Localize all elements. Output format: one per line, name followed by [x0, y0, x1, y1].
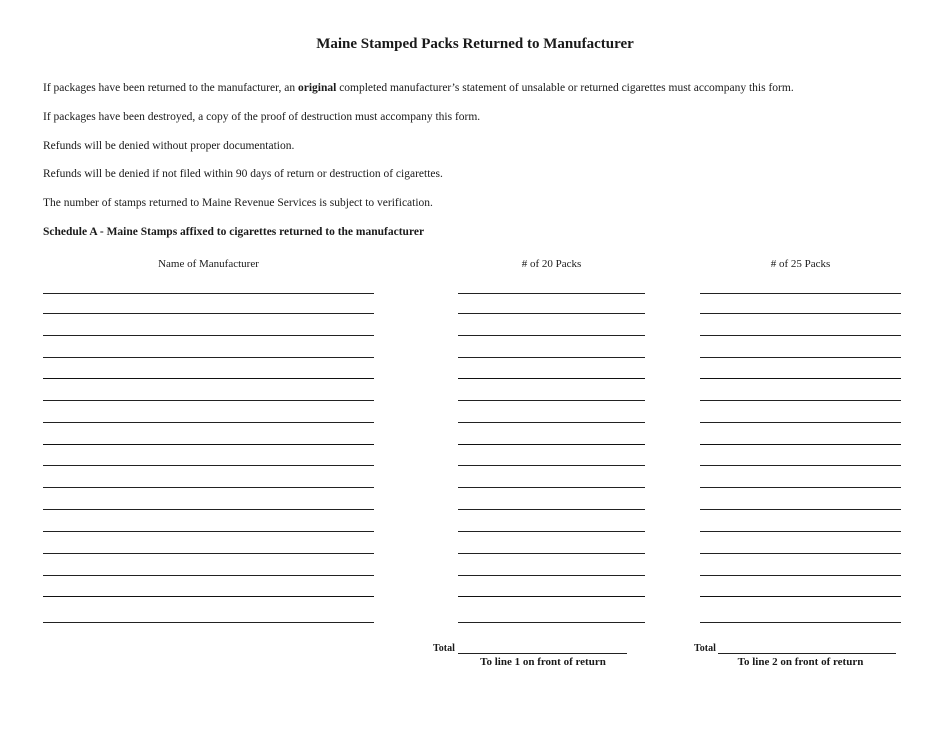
total-20-packs-note: To line 1 on front of return — [480, 656, 606, 668]
packs20-entry-line[interactable] — [458, 357, 645, 358]
packs20-entry-line[interactable] — [458, 487, 645, 488]
manufacturer-entry-line[interactable] — [43, 622, 374, 623]
packs25-entry-line[interactable] — [700, 531, 901, 532]
packs20-entry-line[interactable] — [458, 531, 645, 532]
packs25-entry-line[interactable] — [700, 553, 901, 554]
packs20-entry-line[interactable] — [458, 378, 645, 379]
packs25-entry-line[interactable] — [700, 575, 901, 576]
manufacturer-entry-line[interactable] — [43, 335, 374, 336]
instruction-proof-of-destruction: If packages have been destroyed, a copy of the proof of destruction must accompany this form. — [43, 111, 481, 123]
total-20-packs-label: Total — [433, 643, 455, 654]
total-25-packs-field[interactable] — [718, 653, 896, 654]
manufacturer-entry-line[interactable] — [43, 313, 374, 314]
packs20-entry-line[interactable] — [458, 293, 645, 294]
packs25-entry-line[interactable] — [700, 378, 901, 379]
manufacturer-entry-line[interactable] — [43, 465, 374, 466]
instruction-bold-original: original — [297, 82, 337, 94]
packs20-entry-line[interactable] — [458, 422, 645, 423]
manufacturer-entry-line[interactable] — [43, 378, 374, 379]
total-25-packs-label: Total — [694, 643, 716, 654]
packs25-entry-line[interactable] — [700, 465, 901, 466]
form-title: Maine Stamped Packs Returned to Manufacturer — [316, 36, 634, 52]
packs25-entry-line[interactable] — [700, 357, 901, 358]
packs20-entry-line[interactable] — [458, 465, 645, 466]
manufacturer-entry-line[interactable] — [43, 509, 374, 510]
column-header-manufacturer: Name of Manufacturer — [158, 258, 259, 270]
column-header-20-packs: # of 20 Packs — [521, 258, 582, 270]
column-header-25-packs: # of 25 Packs — [770, 258, 831, 270]
packs25-entry-line[interactable] — [700, 509, 901, 510]
packs25-entry-line[interactable] — [700, 400, 901, 401]
manufacturer-entry-line[interactable] — [43, 553, 374, 554]
packs20-entry-line[interactable] — [458, 596, 645, 597]
packs20-entry-line[interactable] — [458, 335, 645, 336]
instruction-90-day-limit: Refunds will be denied if not filed within 90 days of return or destruction of cigarettes. — [43, 168, 443, 180]
manufacturer-entry-line[interactable] — [43, 444, 374, 445]
manufacturer-entry-line[interactable] — [43, 575, 374, 576]
packs20-entry-line[interactable] — [458, 553, 645, 554]
packs25-entry-line[interactable] — [700, 335, 901, 336]
packs20-entry-line[interactable] — [458, 575, 645, 576]
manufacturer-entry-line[interactable] — [43, 357, 374, 358]
instruction-verification: The number of stamps returned to Maine Revenue Services is subject to verification. — [43, 197, 433, 209]
packs20-entry-line[interactable] — [458, 444, 645, 445]
packs25-entry-line[interactable] — [700, 444, 901, 445]
packs25-entry-line[interactable] — [700, 293, 901, 294]
packs20-entry-line[interactable] — [458, 313, 645, 314]
instruction-original-statement — [43, 82, 794, 94]
manufacturer-entry-line[interactable] — [43, 531, 374, 532]
packs20-entry-line[interactable] — [458, 400, 645, 401]
packs25-entry-line[interactable] — [700, 313, 901, 314]
packs20-entry-line[interactable] — [458, 622, 645, 623]
schedule-a-heading: Schedule A - Maine Stamps affixed to cigarettes returned to the manufacturer — [43, 226, 425, 238]
total-20-packs-field[interactable] — [458, 653, 627, 654]
packs20-entry-line[interactable] — [458, 509, 645, 510]
manufacturer-entry-line[interactable] — [43, 400, 374, 401]
manufacturer-entry-line[interactable] — [43, 487, 374, 488]
manufacturer-entry-line[interactable] — [43, 596, 374, 597]
instruction-proper-documentation: Refunds will be denied without proper documentation. — [43, 140, 295, 152]
instruction-text-end: completed manufacturer’s statement of unsalable or returned cigarettes must accompany this form. — [336, 82, 794, 94]
manufacturer-entry-line[interactable] — [43, 422, 374, 423]
total-25-packs-note: To line 2 on front of return — [737, 656, 864, 668]
packs25-entry-line[interactable] — [700, 422, 901, 423]
manufacturer-entry-line[interactable] — [43, 293, 374, 294]
instruction-text-start: If packages have been returned to the manufacturer, an — [43, 82, 298, 94]
packs25-entry-line[interactable] — [700, 622, 901, 623]
packs25-entry-line[interactable] — [700, 596, 901, 597]
packs25-entry-line[interactable] — [700, 487, 901, 488]
